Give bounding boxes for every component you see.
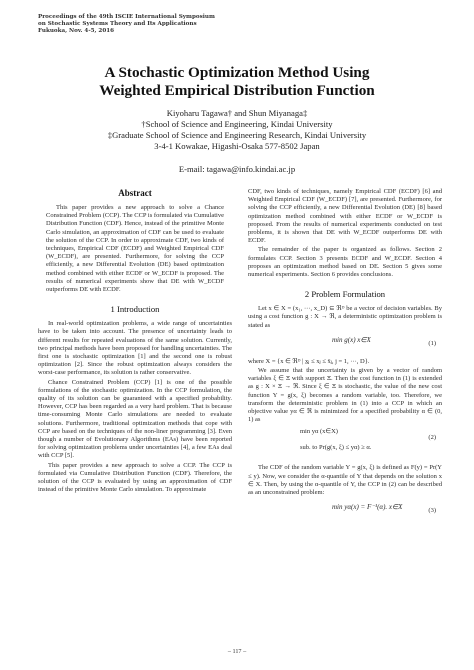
paragraph: We assume that the uncertainty is given by a vector of random variables ξ ∈ Ξ with support Ξ. Then the cost function in (1) is extended as g : X × Ξ → ℜ. Since ξ ∈ Ξ is stochastic, the value of the new cost function Y = g(x, ξ) becomes a random variable, too. Therefore, we transform the deterministic problem in (1) into a CCP in which an objective value yα ∈ ℜ is minimized for a specified probability α ∈ (0, 1) as [248,367,442,424]
author-block [60,108,414,175]
affiliation: †School of Science and Engineering, Kindai University [141,119,333,129]
equation-body: min yα(x) = F⁻¹(α). x∈X [332,503,403,512]
left-column [38,188,232,496]
equation-number: (2) [428,434,436,442]
paragraph: Let x ∈ X = (x₁, ···, x_D) ⊆ ℜᴰ be a vector of decision variables. By using a cost function g : X → ℜ, a deterministic optimization problem is stated as [248,305,442,329]
paragraph: The CDF of the random variable Y = g(x, ξ) is defined as F(y) = Pr(Y ≤ y). Now, we consider the α-quantile of Y that depends on the solution x ∈ X. Then, by using the α-quantile of Y, the CCP in (2) can be described as an unconstrained problem: [248,464,442,497]
equation-line: sub. to Pr(g(x, ξ) ≤ yα) ≥ α. [300,444,372,452]
address: 3-4-1 Kowakae, Higashi-Osaka 577-8502 Japan [154,141,320,151]
page-number: – 117 – [227,648,247,655]
abstract-text: This paper provides a new approach to solve a Chance Constrained Problem (CCP). The CCP is formulated via Cumulative Distribution Function (CDF). Hence, instead of the primitive Monte Carlo simulation, an approximation of CDF can be used to evaluate the solution of the CCP. In order to approximate CDF, two kinds of techniques, Empirical CDF (ECDF) and Weighted Empirical CDF (W_ECDF), are presented. Furthermore, for solving the CCP efficiently, a new Differential Evolution (DE) based optimization method combined with either ECDF or W_ECDF is proposed. The results of numerical experiments show that DE with W_ECDF outperforms DE with ECDF. [46,204,224,294]
paragraph: The remainder of the paper is organized as follows. Section 2 formulates CCP. Section 3 presents ECDF and W_ECDF. Section 4 proposes an optimization method based on DE. Section 5 gives some numerical experiments. Section 6 provides conclusions. [248,246,442,279]
abstract-heading: Abstract [118,188,152,198]
section-heading: 1 Introduction [110,304,160,315]
equation-1 [248,334,442,354]
title-line: Weighted Empirical Distribution Function [99,82,375,99]
equation-line: min yα (x∈X) [300,428,338,436]
paragraph: This paper provides a new approach to solve a CCP. The CCP is formulated via Cumulative Distribution Function (CDF). Therefore, the solution of the CCP is evaluated by using an approximation of CDF instead of the primitive Monte Carlo simulation. To approximate [38,461,232,494]
email: E-mail: tagawa@info.kindai.ac.jp [178,164,296,174]
equation-3 [248,501,442,521]
paragraph: In real-world optimization problems, a wide range of uncertainties have to be taken into account. The presence of uncertainty leads to different results for repeated evaluations of the same solution. Currently, two principal methods have been proposed for handling uncertainties. The first one is stochastic optimization [1] and the second one is robust optimization [2]. Since the robust optimization always considers the worst-case performance, its solution is rather conservative. [38,320,232,377]
equation-body: min g(x) x∈X [332,335,371,344]
paragraph: CDF, two kinds of techniques, namely Empirical CDF (ECDF) [6] and Weighted Empirical CDF (W_ECDF) [7], are presented. Furthermore, for solving the CCP efficiently, a new Differential Evolution (DE) [8] based optimization method combined with either ECDF or W_ECDF is proposed. From the results of numerical experiments conducted on test problems, it is shown that DE with W_ECDF outperforms DE with ECDF. [248,188,442,245]
equation-2 [248,428,442,460]
paper-title [30,64,444,100]
title-line: A Stochastic Optimization Method Using [104,64,370,81]
proceedings-line: Fukuoka, Nov. 4-5, 2016 [38,28,115,35]
author-names: Kiyoharu Tagawa† and Shun Miyanaga‡ [166,108,308,118]
affiliation: ‡Graduate School of Science and Engineering Research, Kindai University [107,130,367,140]
equation-number: (3) [428,507,436,515]
paragraph: Chance Constrained Problem (CCP) [1] is one of the possible formulations of the stochastic optimization. In the CCP formulation, the quality of its solution can be guaranteed with a specified probability. However, CCP has been regarded as a very hard problem. That is because time-consuming Monte Carlo simulations are needed to evaluate solutions. Furthermore, traditional optimization methods that cope with CCP are based on the techniques of the non-liner programming [3]. Even though a number of Evolutionary Algorithms (EAs) have been reported for solving optimization problems under uncertainties [4], a few EAs deal with CCP [5]. [38,378,232,460]
proceedings-line: Proceedings of the 49th ISCIE International Symposium [38,14,215,20]
right-column [248,188,442,525]
paragraph: where X = {x ∈ ℜᴰ | x̲ⱼ ≤ xⱼ ≤ x̄ⱼ, j = 1, ···, D}. [248,357,370,365]
equation-number: (1) [428,339,436,347]
section-heading: 2 Problem Formulation [304,289,386,300]
proceedings-header [38,14,215,36]
proceedings-line: on Stochastic Systems Theory and Its Applications [38,21,197,28]
